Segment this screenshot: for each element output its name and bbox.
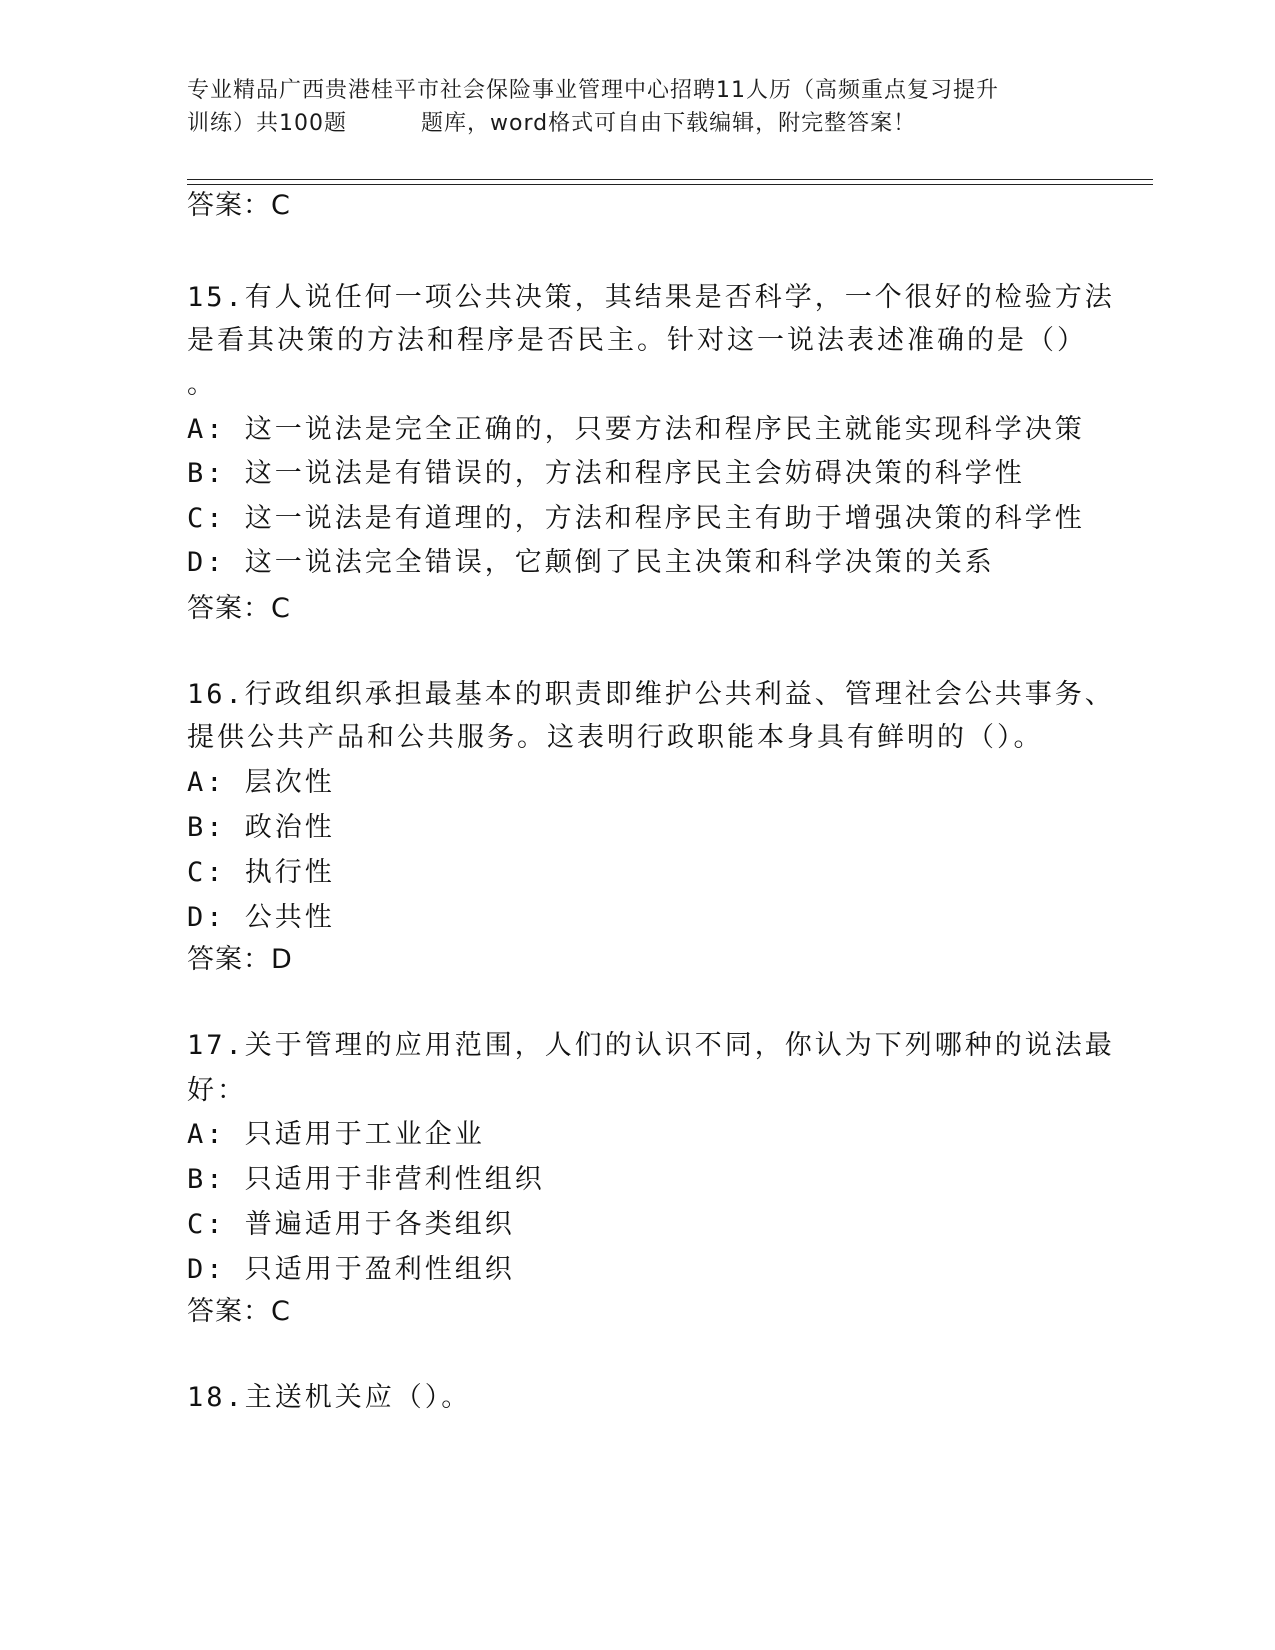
q16-option-c: C: 执行性 [187, 857, 335, 888]
q15-stem-line-2: 是看其决策的方法和程序是否民主。针对这一说法表述准确的是（） [187, 325, 1087, 356]
q17-option-a: A: 只适用于工业企业 [187, 1119, 485, 1150]
answer-prev: 答案：C [187, 190, 291, 221]
q15-option-d: D: 这一说法完全错误，它颠倒了民主决策和科学决策的关系 [187, 547, 995, 578]
q15-answer: 答案：C [187, 593, 291, 624]
header-line-1: 专业精品广西贵港桂平市社会保险事业管理中心招聘11人历（高频重点复习提升 [187, 78, 999, 103]
header-rule-top [187, 179, 1153, 180]
q16-stem-line-1: 16.行政组织承担最基本的职责即维护公共利益、管理社会公共事务、 [187, 679, 1115, 710]
q16-option-d: D: 公共性 [187, 902, 335, 933]
q15-stem-line-3: 。 [187, 369, 217, 400]
header-line-2-part-a: 训练）共100题 [187, 111, 347, 136]
q17-answer: 答案：C [187, 1296, 291, 1327]
q16-option-a: A: 层次性 [187, 767, 335, 798]
q17-option-b: B: 只适用于非营利性组织 [187, 1164, 545, 1195]
q16-option-b: B: 政治性 [187, 812, 335, 843]
q17-option-c: C: 普遍适用于各类组织 [187, 1209, 515, 1240]
header-rule-bottom [187, 184, 1153, 185]
q15-option-b: B: 这一说法是有错误的，方法和程序民主会妨碍决策的科学性 [187, 458, 1025, 489]
q15-stem-line-1: 15.有人说任何一项公共决策，其结果是否科学，一个很好的检验方法 [187, 282, 1115, 313]
q15-option-c: C: 这一说法是有道理的，方法和程序民主有助于增强决策的科学性 [187, 503, 1085, 534]
q18-stem-line-1: 18.主送机关应（）。 [187, 1382, 472, 1413]
q16-answer: 答案：D [187, 944, 293, 975]
q17-option-d: D: 只适用于盈利性组织 [187, 1254, 515, 1285]
header-line-2-part-b: 题库，word格式可自由下载编辑，附完整答案！ [421, 111, 917, 136]
q17-stem-line-1: 17.关于管理的应用范围，人们的认识不同，你认为下列哪种的说法最 [187, 1030, 1115, 1061]
q17-stem-line-2: 好： [187, 1075, 247, 1106]
header-line-2 [187, 107, 1077, 140]
q15-option-a: A: 这一说法是完全正确的，只要方法和程序民主就能实现科学决策 [187, 414, 1085, 445]
page-header [187, 74, 1077, 140]
q16-stem-line-2: 提供公共产品和公共服务。这表明行政职能本身具有鲜明的（）。 [187, 722, 1044, 753]
